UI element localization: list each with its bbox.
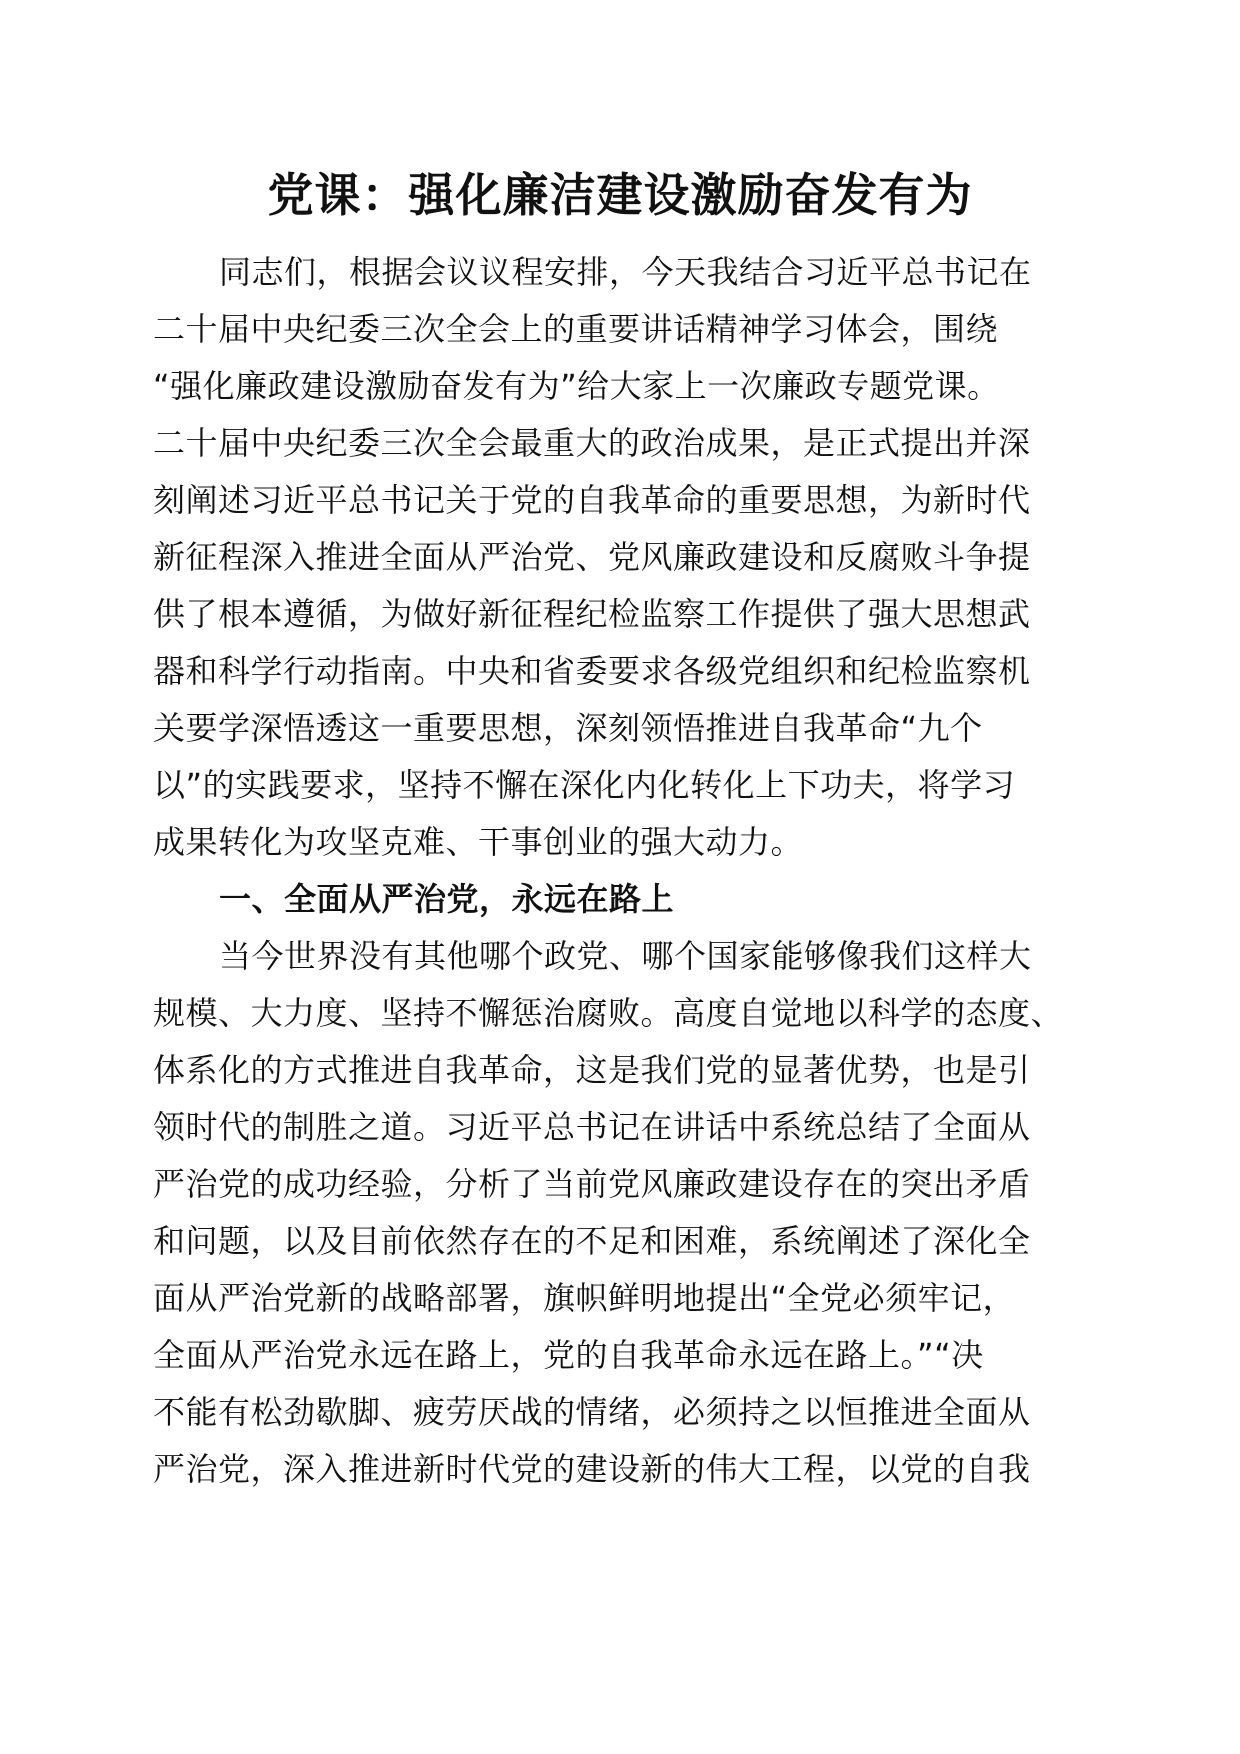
document-title: 党课：强化廉洁建设激励奋发有为	[267, 168, 973, 222]
paragraph-line: 规模、大力度、坚持不懈惩治腐败。高度自觉地以科学的态度、	[153, 994, 1064, 1032]
paragraph-line: 二十届中央纪委三次全会最重大的政治成果，是正式提出并深	[153, 424, 1031, 462]
paragraph-line: “强化廉政建设激励奋发有为”给大家上一次廉政专题党课。	[153, 367, 1000, 405]
section-heading: 一、全面从严治党，永远在路上	[219, 880, 675, 918]
paragraph-line: 供了根本遵循，为做好新征程纪检监察工作提供了强大思想武	[153, 595, 1031, 633]
paragraph-line: 不能有松劲歇脚、疲劳厌战的情绪，必须持之以恒推进全面从	[153, 1393, 1031, 1431]
paragraph-line: 领时代的制胜之道。习近平总书记在讲话中系统总结了全面从	[153, 1108, 1031, 1146]
paragraph-line: 成果转化为攻坚克难、干事创业的强大动力。	[153, 823, 804, 861]
paragraph-line: 器和科学行动指南。中央和省委要求各级党组织和纪检监察机	[153, 652, 1031, 690]
paragraph-line: 和问题，以及目前依然存在的不足和困难，系统阐述了深化全	[153, 1222, 1031, 1260]
paragraph-line: 体系化的方式推进自我革命，这是我们党的显著优势，也是引	[153, 1051, 1031, 1089]
paragraph-line: 二十届中央纪委三次全会上的重要讲话精神学习体会，围绕	[153, 310, 999, 348]
paragraph-line: 刻阐述习近平总书记关于党的自我革命的重要思想，为新时代	[153, 481, 1031, 519]
paragraph-line: 当今世界没有其他哪个政党、哪个国家能够像我们这样大	[219, 937, 1032, 975]
paragraph-line: 新征程深入推进全面从严治党、党风廉政建设和反腐败斗争提	[153, 538, 1031, 576]
paragraph-line: 以”的实践要求，坚持不懈在深化内化转化上下功夫，将学习	[153, 766, 1016, 804]
paragraph-line: 同志们，根据会议议程安排，今天我结合习近平总书记在	[219, 253, 1032, 291]
paragraph-line: 关要学深悟透这一重要思想，深刻领悟推进自我革命“九个	[153, 709, 983, 747]
paragraph-line: 严治党，深入推进新时代党的建设新的伟大工程，以党的自我	[153, 1450, 1031, 1488]
paragraph-line: 面从严治党新的战略部署，旗帜鲜明地提出“全党必须牢记，	[153, 1279, 1016, 1317]
paragraph-line: 严治党的成功经验，分析了当前党风廉政建设存在的突出矛盾	[153, 1165, 1031, 1203]
paragraph-line: 全面从严治党永远在路上，党的自我革命永远在路上。”“决	[153, 1336, 984, 1374]
